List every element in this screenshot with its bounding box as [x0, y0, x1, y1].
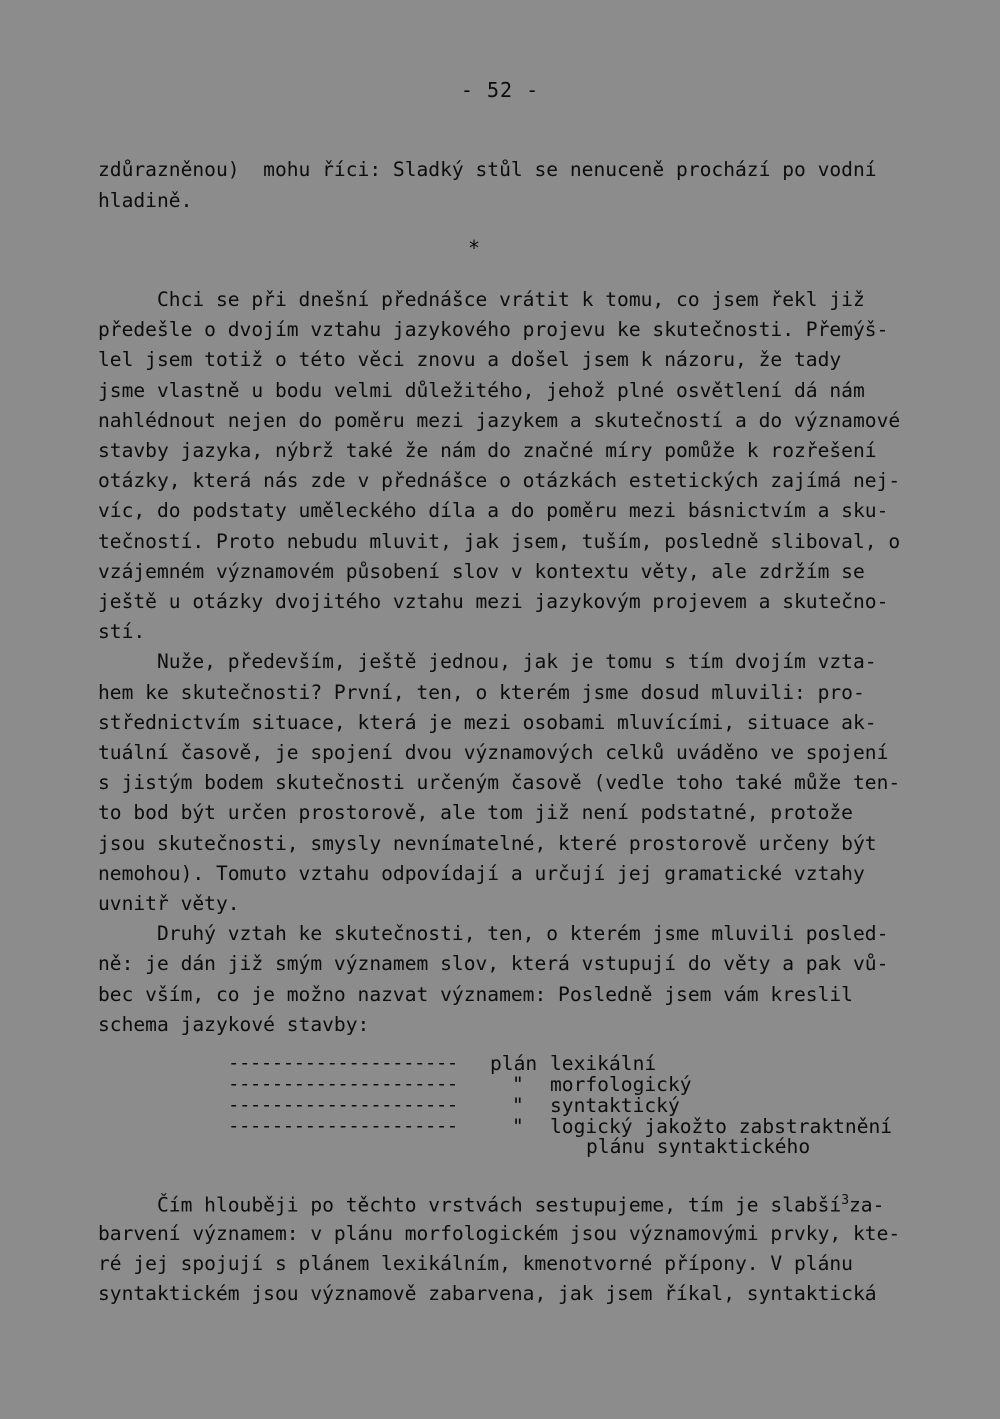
schema-mark: plán	[490, 1052, 538, 1075]
schema-continuation: plánu syntaktického	[586, 1135, 811, 1158]
schema-dash-line: ---------------------	[228, 1115, 458, 1137]
text-line: syntaktickém jsou významově zabarvena, jak jsem říkal, syntaktická	[98, 1282, 877, 1305]
text-line: zdůrazněnou) mohu říci: Sladký stůl se nenuceně prochází po vodní	[98, 158, 877, 181]
schema-label: morfologický	[550, 1073, 692, 1096]
text-line: víc, do podstaty uměleckého díla a do poměru mezi básnictvím a sku-	[98, 499, 889, 523]
text-line: jsou skutečnosti, smysly nevnímatelné, které prostorově určeny být	[98, 831, 877, 855]
text-line: s jistým bodem skutečnosti určeným časově (vedle toho také může ten-	[98, 771, 901, 795]
text-line: hem ke skutečnosti? První, ten, o kterém jsme dosud mluvili: pro-	[98, 680, 865, 704]
text-line: lel jsem totiž o této věci znovu a došel jsem k názoru, že tady	[98, 348, 842, 372]
schema-dash-line: ---------------------	[228, 1073, 458, 1095]
schema-mark: "	[512, 1115, 524, 1138]
text-line: ně: je dán již smým významem slov, která vstupují do věty a pak vů-	[98, 952, 889, 976]
page-number: - 52 -	[460, 78, 540, 102]
text-line: nahlédnout nejen do poměru mezi jazykem a skutečností a do významové	[98, 408, 901, 432]
text-line: Čím hlouběji po těchto vrstvách sestupujeme, tím je slabší$^3$za-	[98, 1193, 885, 1217]
text-line: otázky, která nás zde v přednášce o otázkách estetických zajímá nej-	[98, 469, 901, 493]
text-line: uvnitř věty.	[98, 892, 240, 915]
schema-mark: "	[512, 1073, 524, 1096]
text-line: stavby jazyka, nýbrž také že nám do značné míry pomůže k rozřešení	[98, 439, 877, 462]
text-line: ré jej spojují s plánem lexikálním, kmenotvorné přípony. V plánu	[98, 1252, 853, 1275]
text-line: jsme vlastně u bodu velmi důležitého, jehož plné osvětlení dá nám	[98, 378, 865, 402]
text-line: střednictvím situace, která je mezi osobami mluvícími, situace ak-	[98, 710, 877, 734]
text-line: ještě u otázky dvojitého vztahu mezi jazykovým projevem a skutečno-	[98, 590, 889, 613]
footnote-marker: 3	[841, 1193, 850, 1208]
text-line: tečností. Proto nebudu mluvit, jak jsem, tuším, posledně sliboval, o	[98, 529, 901, 553]
schema-label: logický jakožto zabstraktnění	[550, 1115, 893, 1138]
text-line: vzájemném významovém působení slov v kontextu věty, ale zdržím se	[98, 559, 865, 583]
schema-mark: "	[512, 1094, 524, 1117]
text-line: to bod být určen prostorově, ale tom již není podstatné, protože	[98, 801, 853, 825]
text-line: nemohou). Tomuto vztahu odpovídají a určují jej gramatické vztahy	[98, 861, 865, 885]
text-line: stí.	[98, 620, 146, 644]
schema-dash-line: ---------------------	[228, 1052, 458, 1074]
text-line: schema jazykové stavby:	[98, 1012, 370, 1036]
text-line: barvení významem: v plánu morfologickém jsou významovými prvky, kte-	[98, 1222, 901, 1245]
schema-label: syntaktický	[550, 1094, 680, 1117]
text-line: Druhý vztah ke skutečnosti, ten, o kterém jsme mluvili posled-	[98, 922, 889, 946]
text-line: Chci se při dnešní přednášce vrátit k tomu, co jsem řekl již	[98, 288, 865, 311]
schema-dash-line: ---------------------	[228, 1094, 458, 1116]
text-line: bec vším, co je možno nazvat významem: Posledně jsem vám kreslil	[98, 982, 853, 1006]
text-line: hladině.	[98, 189, 193, 212]
text-line: Nuže, především, ještě jednou, jak je tomu s tím dvojím vzta-	[98, 650, 877, 674]
section-separator: *	[467, 236, 481, 260]
schema-label: lexikální	[550, 1052, 657, 1075]
text-line: předešle o dvojím vztahu jazykového projevu ke skutečnosti. Přemýš-	[98, 318, 889, 342]
text-line: tuální časově, je spojení dvou významových celků uváděno ve spojení	[98, 741, 889, 764]
